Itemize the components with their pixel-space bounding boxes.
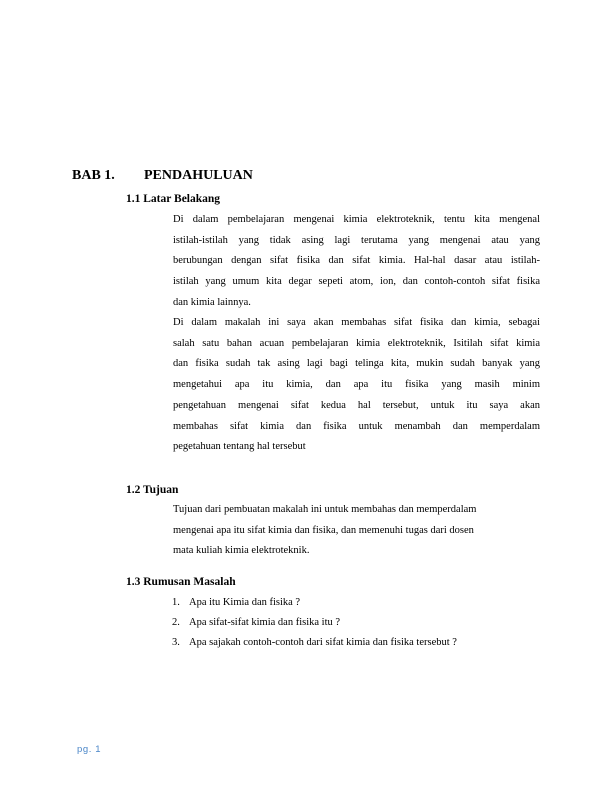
- text-line: Di dalam pembelajaran mengenai kimia elektroteknik, tentu kita mengenal: [173, 214, 540, 225]
- text-line: dan kimia lainnya.: [173, 296, 251, 308]
- text-line: istilah-istilah yang tidak asing lagi terutama yang mengenai atau yang: [173, 234, 540, 246]
- text-line: berubungan dengan sifat fisika dan sifat kimia. Hal-hal dasar atau istilah-: [173, 255, 540, 267]
- page-number: pg. 1: [77, 744, 102, 755]
- section-title-latar-belakang: 1.1 Latar Belakang: [126, 193, 221, 205]
- paragraph-latar-belakang-2: [173, 313, 540, 458]
- text-line: pengetahuan mengenai sifat kedua hal tersebut, untuk itu saya akan: [173, 399, 540, 411]
- list-text: Apa sifat-sifat kimia dan fisika itu ?: [189, 617, 341, 628]
- paragraph-tujuan: [173, 500, 540, 562]
- chapter-number: BAB 1.: [72, 168, 115, 183]
- section-title-rumusan-masalah: 1.3 Rumusan Masalah: [126, 576, 236, 588]
- text-line: Di dalam makalah ini saya akan membahas sifat fisika dan kimia, sebagai: [173, 317, 540, 328]
- text-line: salah satu bahan acuan pembelajaran kimia elektroteknik, Isitilah sifat kimia: [173, 337, 540, 349]
- text-line: Tujuan dari pembuatan makalah ini untuk membahas dan memperdalam: [173, 504, 477, 515]
- list-text: Apa sajakah contoh-contoh dari sifat kimia dan fisika tersebut ?: [189, 637, 457, 648]
- list-number: 2.: [172, 617, 180, 628]
- text-line: dan fisika sudah tak asing lagi bagi telinga kita, mukin sudah banyak yang: [173, 358, 540, 370]
- problem-list: [172, 597, 542, 657]
- list-number: 1.: [172, 597, 180, 608]
- section-title-tujuan: 1.2 Tujuan: [126, 484, 179, 496]
- list-text: Apa itu Kimia dan fisika ?: [189, 597, 301, 608]
- chapter-title: PENDAHULUAN: [144, 168, 253, 183]
- text-line: mata kuliah kimia elektroteknik.: [173, 545, 310, 557]
- text-line: mengetahui apa itu kimia, dan apa itu fisika yang masih minim: [173, 379, 540, 391]
- list-number: 3.: [172, 637, 180, 648]
- paragraph-latar-belakang-1: [173, 210, 540, 314]
- text-line: istilah yang umum kita degar sepeti atom, ion, dan contoh-contoh sifat fisika: [173, 276, 540, 288]
- list-item: [172, 637, 457, 648]
- text-line: membahas sifat kimia dan fisika untuk menambah dan memperdalam: [173, 420, 540, 432]
- list-item: [172, 597, 300, 608]
- text-line: pegetahuan tentang hal tersebut: [173, 441, 306, 453]
- text-line: mengenai apa itu sifat kimia dan fisika, dan memenuhi tugas dari dosen: [173, 524, 474, 536]
- list-item: [172, 617, 340, 628]
